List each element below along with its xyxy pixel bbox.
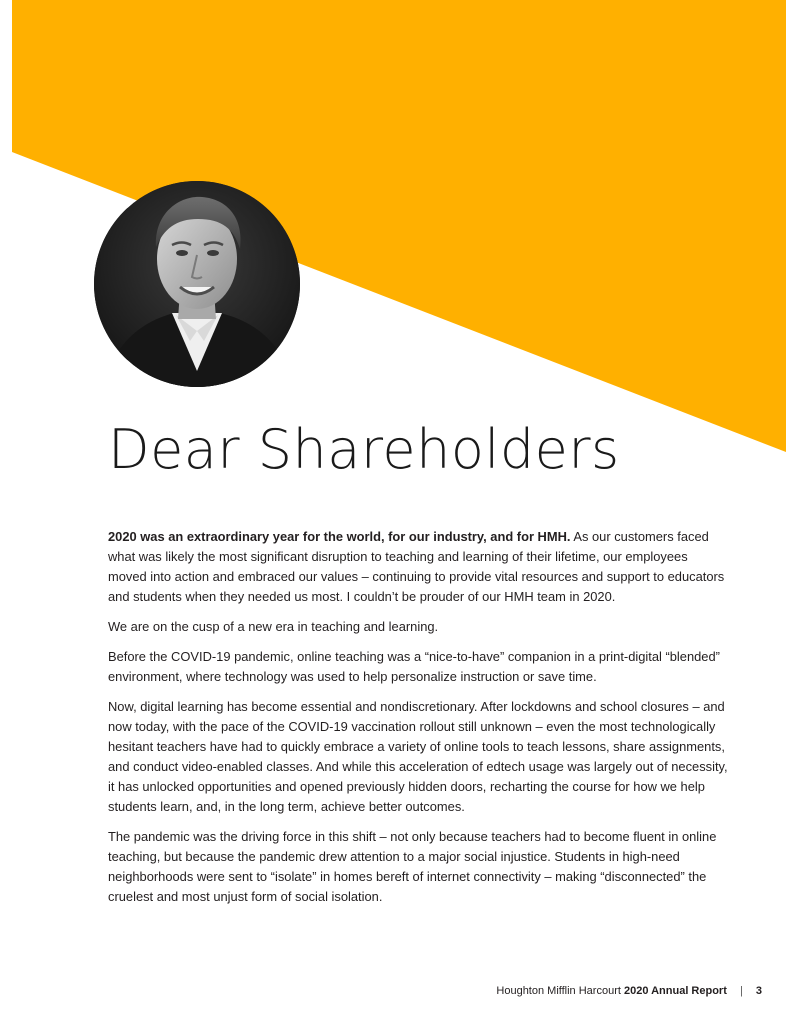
page-footer bbox=[496, 985, 762, 997]
letter-paragraph: Before the COVID-19 pandemic, online teaching was a “nice-to-have” companion in a print-digital “blended” environment, where technology was used to help personalize instruction or save time. bbox=[108, 649, 720, 684]
intro-bold-text: 2020 was an extraordinary year for the world, for our industry, and for HMH. bbox=[108, 529, 571, 544]
page-number: 3 bbox=[755, 985, 762, 997]
footer-report-title: 2020 Annual Report bbox=[623, 985, 727, 997]
portrait-photo-icon bbox=[94, 181, 300, 387]
letter-paragraph: Now, digital learning has become essential and nondiscretionary. After lockdowns and school closures – and now today, with the pace of the COVID-19 vaccination rollout still unknown – even the most technologically hesitant teachers have had to quickly embrace a variety of online tools to teach lessons, share assignments, and conduct video-enabled classes. And while this acceleration of edtech usage was largely out of necessity, it has unlocked opportunities and opened previously hidden doors, recharting the course for how we help students learn, and, in the long term, achieve better outcomes. bbox=[108, 699, 728, 814]
footer-separator: | bbox=[739, 985, 743, 997]
executive-portrait bbox=[94, 181, 300, 387]
footer-company: Houghton Mifflin Harcourt bbox=[496, 985, 621, 997]
letter-paragraph-intro bbox=[108, 527, 728, 607]
letter-paragraph: We are on the cusp of a new era in teaching and learning. bbox=[108, 619, 439, 634]
page-title: Dear Shareholders bbox=[108, 418, 620, 481]
letter-body bbox=[108, 527, 728, 917]
letter-paragraph: The pandemic was the driving force in this shift – not only because teachers had to become fluent in online teaching, but because the pandemic drew attention to a major social injustice. Students in high-need neighborhoods were sent to “isolate” in homes bereft of internet connectivity – making “disconnected” the cruelest and most unjust form of social isolation. bbox=[108, 829, 717, 904]
intro-text: As our customers faced what was likely the most significant disruption to teaching and learning of their lifetime, our employees moved into action and embraced our values – continuing to provide vital resources and support to educators and students when they needed us most. I couldn’t be prouder of our HMH team in 2020. bbox=[108, 529, 725, 604]
